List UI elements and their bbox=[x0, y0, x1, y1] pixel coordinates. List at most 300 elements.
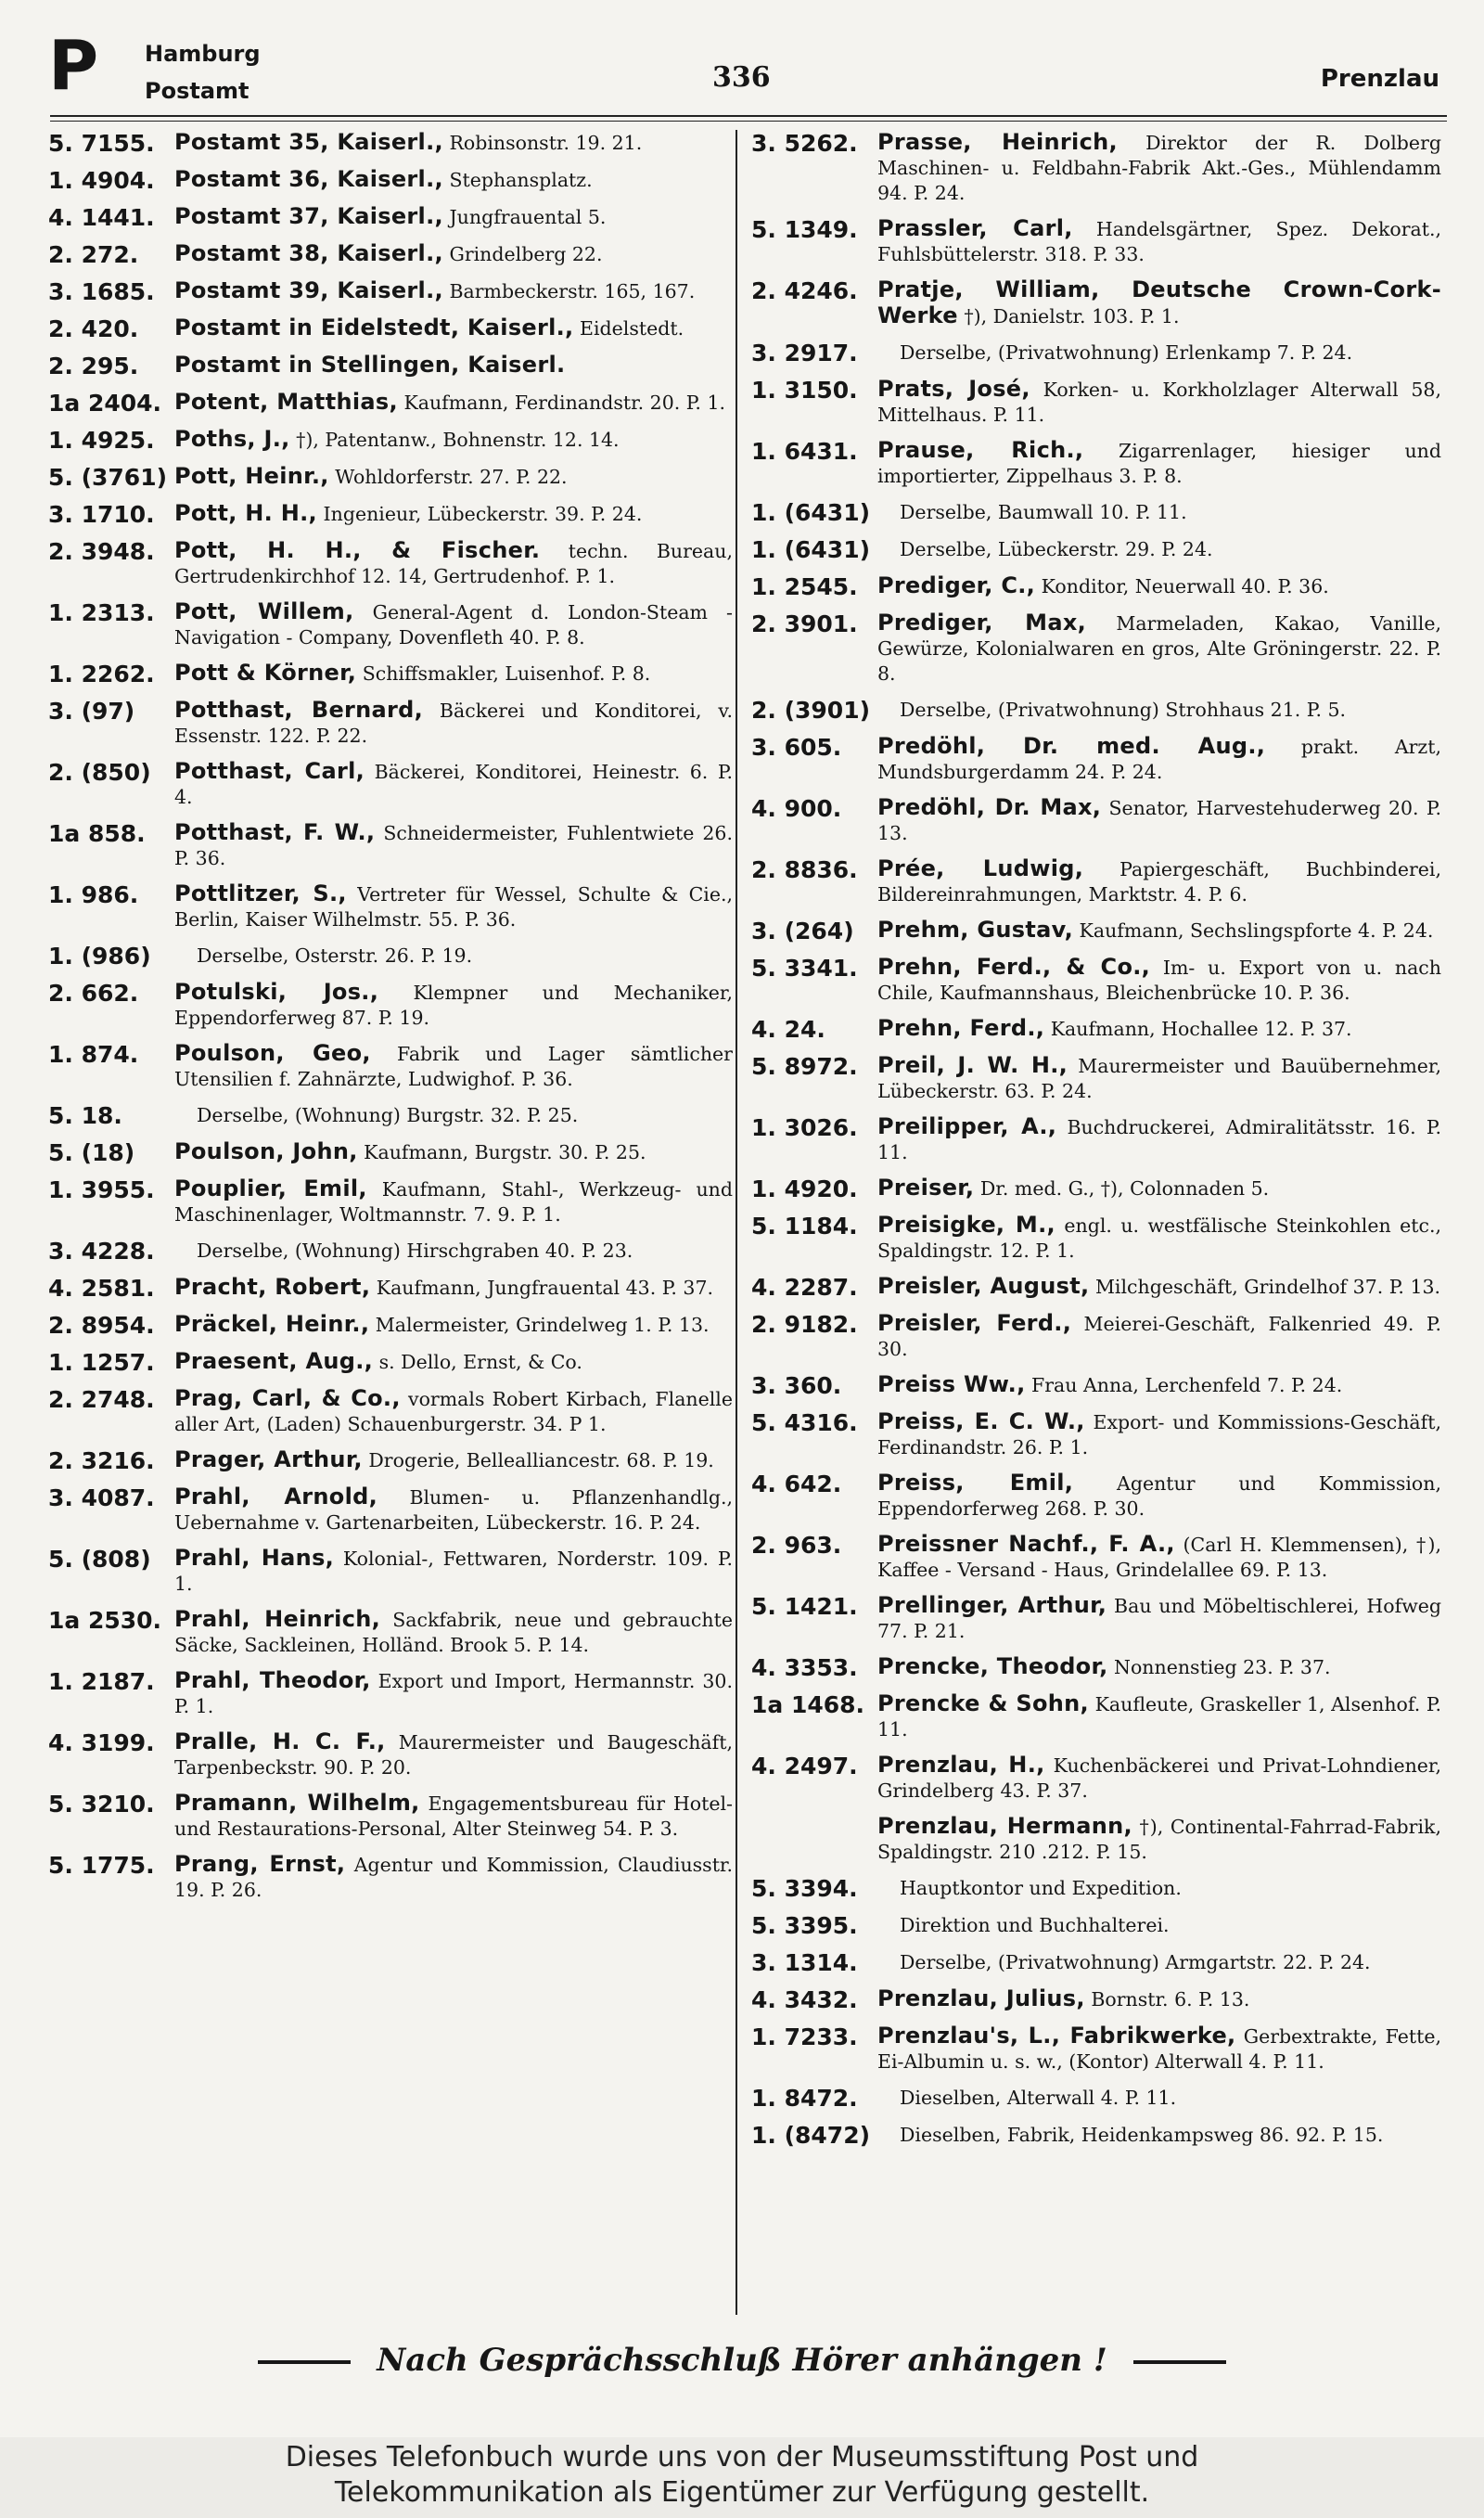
phone-number: 1. 4925. bbox=[48, 427, 155, 454]
directory-entry bbox=[751, 1654, 1441, 1681]
directory-entry bbox=[751, 1409, 1441, 1460]
subscriber-name: Postamt in Stellingen, Kaiserl. bbox=[174, 352, 566, 378]
archive-caption bbox=[0, 2440, 1484, 2518]
entry-text bbox=[174, 1791, 733, 1842]
entry-text bbox=[174, 1668, 733, 1719]
directory-entry bbox=[48, 501, 733, 528]
directory-entry bbox=[751, 1814, 1441, 1865]
phone-number: 3. 1710. bbox=[48, 501, 155, 528]
subscriber-name: Pott & Körner, bbox=[174, 660, 357, 686]
entry-text bbox=[174, 698, 733, 749]
subscriber-details: Kaufmann, Jungfrauental 43. P. 37. bbox=[376, 1277, 714, 1299]
caption-line-2: Telekommunikation als Eigentümer zur Verfügung gestellt. bbox=[334, 2476, 1150, 2509]
phone-number: 1. 7233. bbox=[751, 2023, 858, 2050]
entry-text bbox=[877, 130, 1441, 206]
directory-entry bbox=[751, 1691, 1441, 1742]
phone-number: 5. 3341. bbox=[751, 955, 858, 982]
subscriber-name: Prats, José, bbox=[877, 376, 1030, 402]
directory-entry bbox=[48, 943, 733, 970]
entry-text bbox=[174, 1386, 733, 1437]
subscriber-details: Milchgeschäft, Grindelhof 37. P. 13. bbox=[1094, 1276, 1441, 1298]
directory-entry bbox=[751, 1532, 1441, 1583]
subscriber-details: Drogerie, Bellealliancestr. 68. P. 19. bbox=[368, 1449, 714, 1471]
phone-number: 2. 662. bbox=[48, 980, 139, 1007]
right-column bbox=[751, 130, 1441, 2159]
directory-entry bbox=[751, 1175, 1441, 1202]
directory-entry bbox=[751, 1949, 1441, 1976]
entry-text bbox=[877, 2122, 1441, 2148]
phone-number: 2. 9182. bbox=[751, 1311, 858, 1338]
subscriber-name: Prenzlau, Julius, bbox=[877, 1985, 1085, 2011]
running-head: Prenzlau bbox=[1320, 65, 1439, 93]
subscriber-details: s. Dello, Ernst, & Co. bbox=[378, 1351, 582, 1373]
entry-text bbox=[877, 1691, 1441, 1742]
entry-text bbox=[174, 1312, 733, 1338]
entry-text bbox=[877, 856, 1441, 907]
phone-number: 2. 420. bbox=[48, 315, 139, 342]
directory-entry bbox=[751, 856, 1441, 907]
phone-number: 2. 3901. bbox=[751, 610, 858, 637]
phone-number: 1. 2262. bbox=[48, 661, 155, 687]
phone-number: 5. 3395. bbox=[751, 1912, 858, 1939]
subscriber-name: Pouplier, Emil, bbox=[174, 1175, 367, 1201]
entry-text bbox=[174, 315, 733, 341]
subscriber-name: Pratje, William, Deutsche Crown-Cork-Werke bbox=[877, 276, 1441, 328]
directory-entry bbox=[48, 1102, 733, 1129]
directory-entry bbox=[751, 1274, 1441, 1301]
subscriber-details: Agentur und Kommission, Eppendorferweg 268. P. 30. bbox=[877, 1472, 1441, 1520]
directory-entry bbox=[48, 1238, 733, 1265]
directory-entry bbox=[751, 499, 1441, 526]
entry-text bbox=[877, 1311, 1441, 1362]
entry-text bbox=[877, 1175, 1441, 1201]
entry-text bbox=[877, 216, 1441, 267]
subscriber-name: Preiss Ww., bbox=[877, 1371, 1026, 1397]
subscriber-name: Prenzlau's, L., Fabrikwerke, bbox=[877, 2023, 1236, 2049]
phone-number: 5. (18) bbox=[48, 1139, 135, 1166]
subscriber-details: Eidelstedt. bbox=[580, 317, 684, 340]
entry-text bbox=[174, 1238, 733, 1264]
entry-text bbox=[877, 795, 1441, 846]
subscriber-name: Prang, Ernst, bbox=[174, 1851, 346, 1877]
subscriber-details: Bäckerei und Konditorei, v. Essenstr. 122. P. 22. bbox=[174, 700, 733, 747]
subscriber-name: Prag, Carl, & Co., bbox=[174, 1385, 401, 1411]
entry-text bbox=[877, 340, 1441, 366]
directory-entry bbox=[48, 130, 733, 157]
entry-text bbox=[174, 353, 733, 379]
entry-text bbox=[174, 943, 733, 969]
header-rule-thin bbox=[50, 121, 1447, 122]
entry-text bbox=[174, 661, 733, 687]
subscriber-name: Prellinger, Arthur, bbox=[877, 1592, 1107, 1618]
subscriber-details: Kaufmann, Ferdinandstr. 20. P. 1. bbox=[403, 392, 726, 414]
entry-text bbox=[174, 167, 733, 193]
phone-number: 2. (850) bbox=[48, 759, 151, 786]
directory-entry bbox=[48, 1275, 733, 1302]
directory-entry bbox=[751, 1593, 1441, 1644]
entry-text bbox=[877, 536, 1441, 562]
subscriber-details: Derselbe, Lübeckerstr. 29. P. 24. bbox=[900, 538, 1213, 560]
subscriber-details: Bau und Möbeltischlerei, Hofweg 77. P. 21. bbox=[877, 1595, 1441, 1642]
entry-text bbox=[174, 759, 733, 810]
directory-entry bbox=[751, 216, 1441, 267]
phone-number: 4. 2581. bbox=[48, 1275, 155, 1302]
entry-text bbox=[877, 1532, 1441, 1583]
subscriber-details: Agentur und Kommission, Claudiusstr. 19. P. 26. bbox=[174, 1854, 733, 1901]
phone-number: 3. 4228. bbox=[48, 1238, 155, 1265]
directory-entry bbox=[48, 1484, 733, 1535]
subscriber-name: Prasse, Heinrich, bbox=[877, 129, 1118, 155]
entry-text bbox=[174, 278, 733, 304]
entry-text bbox=[174, 464, 733, 490]
subscriber-name: Preissner Nachf., F. A., bbox=[877, 1531, 1175, 1557]
entry-text bbox=[877, 1949, 1441, 1975]
entry-text bbox=[877, 2023, 1441, 2075]
subscriber-details: Derselbe, (Privatwohnung) Strohhaus 21. P. 5. bbox=[900, 699, 1347, 721]
directory-entry bbox=[48, 698, 733, 749]
entry-text bbox=[174, 204, 733, 230]
directory-entry bbox=[751, 610, 1441, 687]
subscriber-details: techn. Bureau, Gertrudenkirchhof 12. 14, Gertrudenhof. P. 1. bbox=[174, 540, 733, 587]
subscriber-details: Derselbe, (Privatwohnung) Armgartstr. 22. P. 24. bbox=[900, 1951, 1371, 1973]
phone-number: 3. 1685. bbox=[48, 278, 155, 305]
directory-entry bbox=[751, 1912, 1441, 1939]
subscriber-name: Poulson, John, bbox=[174, 1138, 358, 1164]
entry-text bbox=[174, 538, 733, 589]
subscriber-details: †), Patentanw., Bohnenstr. 12. 14. bbox=[296, 429, 620, 451]
directory-entry bbox=[48, 1668, 733, 1719]
phone-number: 1. 8472. bbox=[751, 2085, 858, 2112]
subscriber-name: Preil, J. W. H., bbox=[877, 1052, 1068, 1078]
phone-number: 1a 2404. bbox=[48, 390, 162, 417]
subscriber-name: Pralle, H. C. F., bbox=[174, 1728, 386, 1754]
subscriber-details: Wohldorferstr. 27. P. 22. bbox=[335, 466, 568, 488]
entry-text bbox=[174, 1349, 733, 1375]
subscriber-details: Direktor der R. Dolberg Maschinen- u. Feldbahn-Fabrik Akt.-Ges., Mühlendamm 94. P. 24. bbox=[877, 132, 1441, 204]
phone-number: 2. 3948. bbox=[48, 538, 155, 565]
subscriber-details: Nonnenstieg 23. P. 37. bbox=[1114, 1656, 1331, 1678]
footer-instruction bbox=[0, 2342, 1484, 2379]
subscriber-details: Dieselben, Fabrik, Heidenkampsweg 86. 92. P. 15. bbox=[900, 2124, 1384, 2146]
directory-entry bbox=[48, 353, 733, 379]
subscriber-details: Frau Anna, Lerchenfeld 7. P. 24. bbox=[1031, 1374, 1343, 1396]
subscriber-details: Ingenieur, Lübeckerstr. 39. P. 24. bbox=[323, 503, 643, 525]
entry-text bbox=[877, 573, 1441, 599]
subscriber-name: Prenzlau, Hermann, bbox=[877, 1813, 1132, 1839]
entry-text bbox=[877, 1114, 1441, 1165]
phone-number: 1. 3955. bbox=[48, 1176, 155, 1203]
subscriber-details: Kaufmann, Stahl-, Werkzeug- und Maschinenlager, Woltmannstr. 7. 9. P. 1. bbox=[174, 1178, 733, 1226]
phone-number: 4. 900. bbox=[751, 795, 842, 822]
directory-entry bbox=[48, 881, 733, 932]
subscriber-name: Postamt 38, Kaiserl., bbox=[174, 240, 443, 266]
subscriber-name: Predöhl, Dr. Max, bbox=[877, 794, 1102, 820]
entry-text bbox=[877, 1912, 1441, 1938]
entry-text bbox=[877, 1016, 1441, 1042]
subscriber-details: Hauptkontor und Expedition. bbox=[900, 1877, 1182, 1899]
page-header bbox=[48, 24, 1439, 111]
subscriber-details: Derselbe, (Wohnung) Hirschgraben 40. P. 23. bbox=[197, 1240, 633, 1262]
subscriber-name: Preiser, bbox=[877, 1175, 975, 1201]
directory-entry bbox=[48, 1312, 733, 1339]
directory-entry bbox=[751, 1213, 1441, 1264]
subscriber-name: Poulson, Geo, bbox=[174, 1040, 371, 1066]
subscriber-name: Prassler, Carl, bbox=[877, 215, 1073, 241]
entry-text bbox=[877, 1593, 1441, 1644]
subscriber-details: Kaufmann, Burgstr. 30. P. 25. bbox=[364, 1141, 646, 1163]
entry-text bbox=[174, 1041, 733, 1092]
directory-entry bbox=[48, 980, 733, 1031]
entry-text bbox=[877, 1409, 1441, 1460]
directory-entry bbox=[751, 1753, 1441, 1804]
phone-number: 1. 6431. bbox=[751, 438, 858, 465]
subscriber-name: Prehm, Gustav, bbox=[877, 917, 1074, 943]
subscriber-details: Bäckerei, Konditorei, Heinestr. 6. P. 4. bbox=[174, 761, 733, 808]
subscriber-details: Direktion und Buchhalterei. bbox=[900, 1914, 1170, 1936]
directory-entry bbox=[751, 1311, 1441, 1362]
subscriber-details: Dr. med. G., †), Colonnaden 5. bbox=[979, 1177, 1270, 1200]
phone-number: 5. (808) bbox=[48, 1546, 151, 1573]
subscriber-details: Kaufleute, Graskeller 1, Alsenhof. P. 11. bbox=[877, 1693, 1441, 1741]
subscriber-details: Kaufmann, Sechslingspforte 4. P. 24. bbox=[1079, 919, 1434, 942]
entry-text bbox=[877, 438, 1441, 489]
subscriber-name: Prahl, Theodor, bbox=[174, 1667, 371, 1693]
directory-entry bbox=[751, 918, 1441, 944]
phone-number: 4. 2497. bbox=[751, 1753, 858, 1779]
directory-entry bbox=[48, 759, 733, 810]
phone-number: 5. 3210. bbox=[48, 1791, 155, 1818]
entry-text bbox=[174, 1447, 733, 1473]
subscriber-name: Pott, Willem, bbox=[174, 598, 354, 624]
subscriber-details: Papiergeschäft, Buchbinderei, Bildereinrahmungen, Marktstr. 4. P. 6. bbox=[877, 858, 1441, 906]
entry-text bbox=[174, 599, 733, 650]
entry-text bbox=[877, 1875, 1441, 1901]
phone-number: 2. 295. bbox=[48, 353, 139, 379]
subscriber-name: Preisigke, M., bbox=[877, 1212, 1055, 1238]
directory-entry bbox=[48, 464, 733, 491]
subscriber-name: Potthast, Bernard, bbox=[174, 697, 424, 723]
directory-entry bbox=[751, 1114, 1441, 1165]
phone-number: 4. 24. bbox=[751, 1016, 825, 1043]
phone-number: 1. 874. bbox=[48, 1041, 139, 1068]
directory-entry bbox=[48, 1176, 733, 1227]
entry-text bbox=[877, 734, 1441, 785]
directory-entry bbox=[751, 340, 1441, 366]
entry-text bbox=[174, 820, 733, 871]
subscriber-details: Meierei-Geschäft, Falkenried 49. P. 30. bbox=[877, 1313, 1441, 1360]
subscriber-details: Blumen- u. Pflanzenhandlg., Uebernahme v. Gartenarbeiten, Lübeckerstr. 16. P. 24. bbox=[174, 1486, 733, 1534]
phone-number: 4. 3353. bbox=[751, 1654, 858, 1681]
phone-number: 3. (97) bbox=[48, 698, 135, 725]
left-column bbox=[48, 130, 733, 1913]
directory-entry bbox=[751, 955, 1441, 1006]
entry-text bbox=[877, 2085, 1441, 2111]
directory-entry bbox=[751, 1875, 1441, 1902]
directory-entry bbox=[48, 1546, 733, 1597]
directory-entry bbox=[751, 573, 1441, 600]
footer-instruction-text: Nach Gesprächsschluß Hörer anhängen ! bbox=[377, 2342, 1107, 2379]
phone-number: 5. 1349. bbox=[751, 216, 858, 243]
entry-text bbox=[174, 1102, 733, 1128]
subscriber-name: Postamt 36, Kaiserl., bbox=[174, 166, 443, 192]
subscriber-details: Kuchenbäckerei und Privat-Lohndiener, Grindelberg 43. P. 37. bbox=[877, 1754, 1441, 1802]
phone-number: 5. 7155. bbox=[48, 130, 155, 157]
subscriber-details: Korken- u. Korkholzlager Alterwall 58, Mittelhaus. P. 11. bbox=[877, 379, 1441, 426]
entry-text bbox=[877, 610, 1441, 687]
directory-entry bbox=[48, 1607, 733, 1658]
entry-text bbox=[174, 980, 733, 1031]
phone-number: 1. 2313. bbox=[48, 599, 155, 626]
header-rule bbox=[50, 115, 1447, 117]
subscriber-name: Prehn, Ferd., & Co., bbox=[877, 954, 1151, 980]
entry-text bbox=[174, 1546, 733, 1597]
subscriber-details: Jungfrauental 5. bbox=[449, 206, 607, 228]
phone-number: 5. 1421. bbox=[751, 1593, 858, 1620]
subscriber-details: Schiffsmakler, Luisenhof. P. 8. bbox=[362, 662, 651, 685]
directory-entry bbox=[48, 1729, 733, 1780]
directory-entry bbox=[751, 377, 1441, 428]
entry-text bbox=[877, 918, 1441, 944]
entry-text bbox=[174, 1484, 733, 1535]
directory-entry bbox=[48, 390, 733, 417]
subscriber-details: Gerbextrakte, Fette, Ei-Albumin u. s. w., (Kontor) Alterwall 4. P. 11. bbox=[877, 2025, 1441, 2073]
entry-text bbox=[174, 130, 733, 156]
phone-number: 3. 1314. bbox=[751, 1949, 858, 1976]
directory-entry bbox=[751, 277, 1441, 329]
footer-dash-left bbox=[258, 2360, 351, 2364]
subscriber-details: Senator, Harvestehuderweg 20. P. 13. bbox=[877, 797, 1441, 844]
subscriber-details: Maurermeister und Bauübernehmer, Lübeckerstr. 63. P. 24. bbox=[877, 1055, 1441, 1102]
subscriber-details: Derselbe, (Privatwohnung) Erlenkamp 7. P. 24. bbox=[900, 341, 1353, 364]
subscriber-name: Pott, H. H., & Fischer. bbox=[174, 537, 541, 563]
phone-number: 1. 2545. bbox=[751, 573, 858, 600]
footer-dash-right bbox=[1133, 2360, 1226, 2364]
directory-entry bbox=[751, 536, 1441, 563]
entry-text bbox=[877, 1372, 1441, 1398]
subscriber-details: Fabrik und Lager sämtlicher Utensilien f. Zahnärzte, Ludwighof. P. 36. bbox=[174, 1043, 733, 1090]
subscriber-details: Zigarrenlager, hiesiger und importierter, Zippelhaus 3. P. 8. bbox=[877, 440, 1441, 487]
subscriber-name: Postamt in Eidelstedt, Kaiserl., bbox=[174, 315, 574, 340]
phone-number: 2. 8954. bbox=[48, 1312, 155, 1339]
phone-number: 4. 642. bbox=[751, 1471, 842, 1497]
subscriber-name: Predöhl, Dr. med. Aug., bbox=[877, 733, 1266, 759]
entry-text bbox=[877, 1814, 1441, 1865]
directory-entry bbox=[48, 1791, 733, 1842]
subscriber-name: Poths, J., bbox=[174, 426, 290, 452]
phone-number: 1a 1468. bbox=[751, 1691, 865, 1718]
subscriber-details: Vertreter für Wessel, Schulte & Cie., Berlin, Kaiser Wilhelmstr. 55. P. 36. bbox=[174, 883, 733, 931]
subscriber-details: Export- und Kommissions-Geschäft, Ferdinandstr. 26. P. 1. bbox=[877, 1411, 1441, 1458]
phone-number: 3. (264) bbox=[751, 918, 854, 944]
subscriber-name: Pott, H. H., bbox=[174, 500, 317, 526]
directory-entry bbox=[48, 1447, 733, 1474]
subscriber-name: Preiss, E. C. W., bbox=[877, 1408, 1085, 1434]
city-label: Hamburg bbox=[145, 41, 261, 67]
phone-number: 5. 1184. bbox=[751, 1213, 858, 1240]
subscriber-details: engl. u. westfälische Steinkohlen etc., Spaldingstr. 12. P. 1. bbox=[877, 1214, 1441, 1262]
subscriber-name: Prause, Rich., bbox=[877, 437, 1084, 463]
subscriber-details: †), Danielstr. 103. P. 1. bbox=[964, 305, 1180, 328]
subscriber-name: Postamt 39, Kaiserl., bbox=[174, 277, 443, 303]
entry-text bbox=[877, 955, 1441, 1006]
phone-number: 5. 1775. bbox=[48, 1852, 155, 1879]
subscriber-details: prakt. Arzt, Mundsburgerdamm 24. P. 24. bbox=[877, 736, 1441, 783]
subscriber-name: Prahl, Hans, bbox=[174, 1545, 335, 1571]
subscriber-details: Engagementsbureau für Hotel- und Restaurations-Personal, Alter Steinweg 54. P. 3. bbox=[174, 1792, 733, 1840]
subscriber-details: Sackfabrik, neue und gebrauchte Säcke, Sackleinen, Holländ. Brook 5. P. 14. bbox=[174, 1609, 733, 1656]
directory-entry bbox=[751, 2023, 1441, 2075]
directory-entry bbox=[48, 427, 733, 454]
directory-entry bbox=[48, 538, 733, 589]
subscriber-name: Prahl, Arnold, bbox=[174, 1484, 378, 1510]
directory-entry bbox=[751, 734, 1441, 785]
phone-number: 5. (3761) bbox=[48, 464, 168, 491]
directory-entry bbox=[751, 2122, 1441, 2149]
phone-number: 5. 18. bbox=[48, 1102, 122, 1129]
phone-number: 2. (3901) bbox=[751, 697, 871, 724]
entry-text bbox=[877, 499, 1441, 525]
subscriber-details: Robinsonstr. 19. 21. bbox=[449, 132, 643, 154]
subscriber-details: Derselbe, (Wohnung) Burgstr. 32. P. 25. bbox=[197, 1104, 579, 1126]
subscriber-details: General-Agent d. London-Steam - Navigation - Company, Dovenfleth 40. P. 8. bbox=[174, 601, 733, 649]
directory-entry bbox=[48, 315, 733, 342]
directory-entry bbox=[751, 1986, 1441, 2013]
phone-number: 2. 963. bbox=[751, 1532, 842, 1559]
phone-number: 1. 2187. bbox=[48, 1668, 155, 1695]
subscriber-name: Präckel, Heinr., bbox=[174, 1311, 370, 1337]
subscriber-name: Potthast, F. W., bbox=[174, 819, 376, 845]
phone-number: 4. 2287. bbox=[751, 1274, 858, 1301]
subscriber-name: Postamt 37, Kaiserl., bbox=[174, 203, 443, 229]
subscriber-details: Handelsgärtner, Spez. Dekorat., Fuhlsbüttelerstr. 318. P. 33. bbox=[877, 218, 1441, 265]
phone-number: 2. 8836. bbox=[751, 856, 858, 883]
subscriber-details: Klempner und Mechaniker, Eppendorferweg 87. P. 19. bbox=[174, 982, 733, 1029]
phone-number: 1. 3026. bbox=[751, 1114, 858, 1141]
subscriber-name: Pracht, Robert, bbox=[174, 1274, 371, 1300]
column-divider bbox=[736, 130, 737, 2315]
directory-entry bbox=[751, 1053, 1441, 1104]
phone-number: 5. 8972. bbox=[751, 1053, 858, 1080]
subscriber-details: Stephansplatz. bbox=[449, 169, 593, 191]
phone-number: 2. 2748. bbox=[48, 1386, 155, 1413]
phone-number: 1. (8472) bbox=[751, 2122, 871, 2149]
directory-entry bbox=[48, 1852, 733, 1903]
subscriber-name: Potent, Matthias, bbox=[174, 389, 398, 415]
subscriber-name: Pottlitzer, S., bbox=[174, 880, 347, 906]
phone-number: 1. 986. bbox=[48, 881, 139, 908]
subscriber-name: Prahl, Heinrich, bbox=[174, 1606, 381, 1632]
subscriber-name: Prencke, Theodor, bbox=[877, 1653, 1108, 1679]
entry-text bbox=[877, 1471, 1441, 1522]
entry-text bbox=[174, 881, 733, 932]
subscriber-details: Dieselben, Alterwall 4. P. 11. bbox=[900, 2087, 1177, 2109]
subscriber-name: Preilipper, A., bbox=[877, 1113, 1057, 1139]
entry-text bbox=[174, 1852, 733, 1903]
directory-entry bbox=[751, 438, 1441, 489]
subscriber-name: Postamt 35, Kaiserl., bbox=[174, 129, 443, 155]
entry-text bbox=[877, 377, 1441, 428]
directory-entry bbox=[48, 1139, 733, 1166]
phone-number: 3. 4087. bbox=[48, 1484, 155, 1511]
phone-number: 1. 3150. bbox=[751, 377, 858, 404]
directory-entry bbox=[48, 820, 733, 871]
subscriber-details: Buchdruckerei, Admiralitätsstr. 16. P. 11. bbox=[877, 1116, 1441, 1163]
phone-number: 1. (6431) bbox=[751, 499, 871, 526]
subscriber-details: Schneidermeister, Fuhlentwiete 26. P. 36. bbox=[174, 822, 733, 869]
subscriber-details: Export und Import, Hermannstr. 30. P. 1. bbox=[174, 1670, 733, 1717]
subscriber-name: Pramann, Wilhelm, bbox=[174, 1790, 420, 1816]
subscriber-details: Derselbe, Osterstr. 26. P. 19. bbox=[197, 944, 473, 967]
